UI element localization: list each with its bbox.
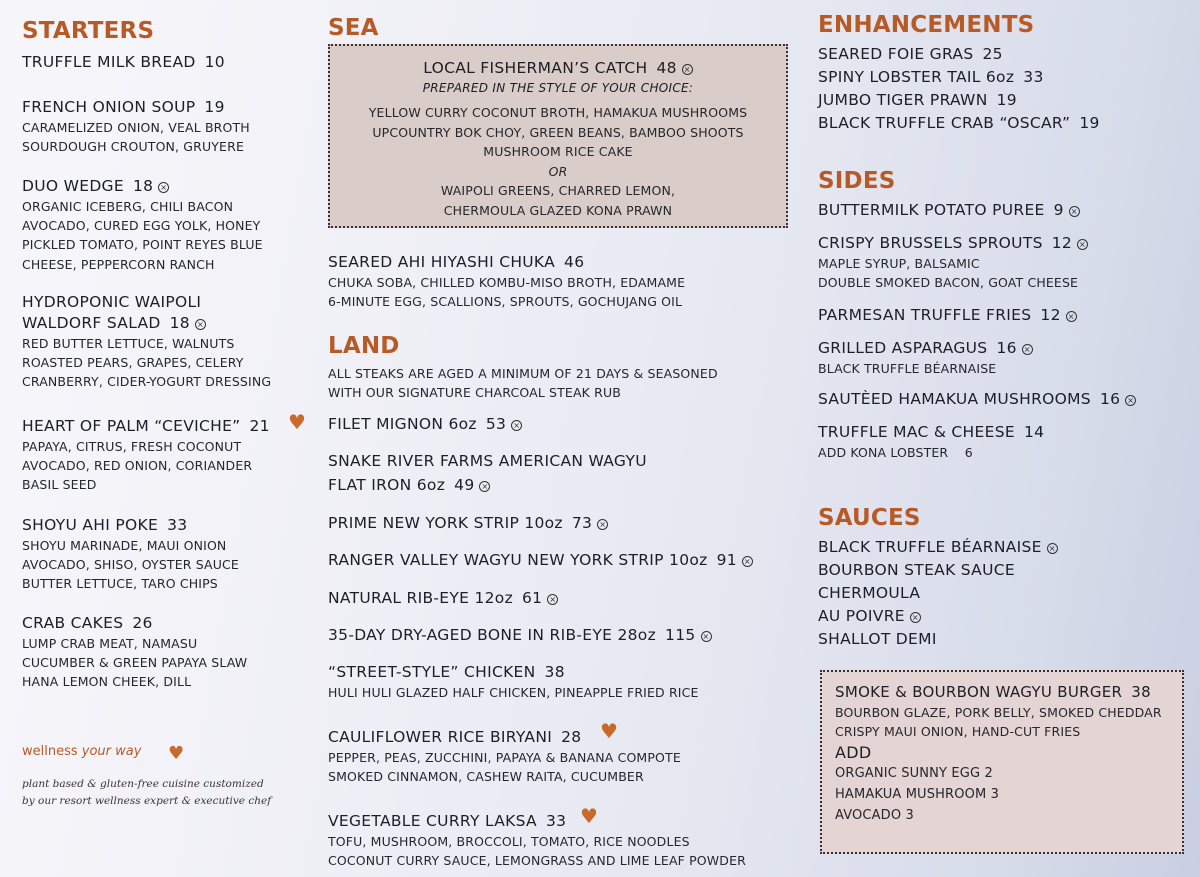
item-name-continued: WALDORF SALAD [22, 314, 161, 332]
item-price: 19 [996, 91, 1017, 109]
sauce-item [818, 583, 920, 604]
item-description-line: LUMP CRAB MEAT, NAMASU [22, 636, 198, 651]
gluten-free-icon: × [599, 520, 607, 529]
item-name: SMOKE & BOURBON WAGYU BURGER [835, 683, 1123, 701]
menu-item [328, 513, 608, 534]
item-name: DUO WEDGE [22, 177, 124, 195]
item-name: NATURAL RIB-EYE 12oz [328, 589, 514, 607]
item-description-line: BOURBON GLAZE, PORK BELLY, SMOKED CHEDDAR [835, 705, 1162, 720]
menu-item [328, 252, 685, 311]
item-description-line: SOURDOUGH CROUTON, GRUYERE [22, 139, 244, 155]
add-label: ADD [835, 743, 872, 763]
item-name: BUTTERMILK POTATO PUREE [818, 201, 1045, 219]
item-price: 12 [1040, 306, 1061, 324]
gluten-free-icon: × [911, 613, 919, 622]
item-name: SAUTÈED HAMAKUA MUSHROOMS [818, 390, 1091, 408]
item-description-line: MAPLE SYRUP, BALSAMIC [818, 256, 980, 271]
menu-item [22, 176, 263, 274]
item-description-line: SMOKED CINNAMON, CASHEW RAITA, CUCUMBER [328, 769, 644, 785]
item-name: BLACK TRUFFLE CRAB “OSCAR” [818, 114, 1071, 132]
item-price: 28 [561, 728, 582, 746]
menu-item [818, 200, 1080, 221]
item-name: SEARED FOIE GRAS [818, 45, 974, 63]
item-name: RANGER VALLEY WAGYU NEW YORK STRIP 10oz [328, 551, 708, 569]
item-price: 19 [1079, 114, 1100, 132]
heart-icon: ♥ [600, 719, 618, 743]
wellness-note-line: by our resort wellness expert & executive chef [22, 795, 272, 807]
addon-item: AVOCADO 3 [835, 808, 914, 824]
item-price: 14 [1023, 423, 1045, 441]
item-price: 91 [716, 551, 737, 569]
item-name: PRIME NEW YORK STRIP 10oz [328, 514, 563, 532]
item-price: 33 [1023, 68, 1044, 86]
enhancements-heading: ENHANCEMENTS [818, 12, 1035, 38]
gluten-free-icon: × [702, 632, 710, 641]
item-description-line: CRISPY MAUI ONION, HAND-CUT FRIES [835, 724, 1081, 740]
item-description-line: ROASTED PEARS, GRAPES, CELERY [22, 355, 244, 371]
menu-item [22, 292, 271, 392]
item-price: 26 [132, 614, 153, 632]
item-price: 12 [1051, 234, 1073, 252]
menu-item [328, 811, 746, 870]
item-name: FRENCH ONION SOUP [22, 98, 196, 116]
item-description-line: WAIPOLI GREENS, CHARRED LEMON, [440, 183, 676, 198]
item-name: SNAKE RIVER FARMS AMERICAN WAGYU [328, 452, 647, 470]
item-price: 33 [545, 812, 567, 830]
item-description-line: AVOCADO, CURED EGG YOLK, HONEY [22, 218, 261, 234]
item-price: 33 [167, 516, 188, 534]
menu-item [328, 588, 558, 609]
item-name: HEART OF PALM “CEVICHE” [22, 417, 241, 435]
item-name: JUMBO TIGER PRAWN [818, 91, 988, 109]
menu-item [818, 90, 1017, 111]
item-description-line: ORGANIC ICEBERG, CHILI BACON [22, 199, 234, 214]
item-name: “STREET-STYLE” CHICKEN [328, 663, 536, 681]
item-name: PARMESAN TRUFFLE FRIES [818, 306, 1032, 324]
item-name: SEARED AHI HIYASHI CHUKA [328, 253, 556, 271]
item-name: VEGETABLE CURRY LAKSA [328, 812, 537, 830]
item-price: 115 [665, 626, 696, 644]
menu-item [328, 550, 753, 571]
menu-item [818, 305, 1077, 326]
item-name: CAULIFLOWER RICE BIRYANI [328, 728, 553, 746]
menu-item [22, 52, 225, 73]
item-description-line: 6-MINUTE EGG, SCALLIONS, SPROUTS, GOCHUJANG OIL [328, 294, 683, 310]
addon-item: ORGANIC SUNNY EGG 2 [835, 766, 993, 782]
item-price: 9 [1053, 201, 1064, 219]
menu-item [818, 422, 1044, 462]
menu-item [818, 233, 1088, 292]
menu-item [22, 416, 270, 495]
gluten-free-icon: × [513, 421, 521, 430]
item-description-line: CHERMOULA GLAZED KONA PRAWN [443, 202, 673, 218]
item-name: 35-DAY DRY-AGED BONE IN RIB-EYE 28oz [328, 626, 657, 644]
menu-item [328, 451, 647, 496]
sides-heading: SIDES [818, 168, 896, 194]
item-description-line: HANA LEMON CHEEK, DILL [22, 674, 192, 690]
gluten-free-icon: × [683, 65, 691, 74]
item-description-line: CUCUMBER & GREEN PAPAYA SLAW [22, 655, 248, 671]
sauce-item [818, 560, 1015, 581]
sauces-heading: SAUCES [818, 505, 921, 531]
item-name: CRISPY BRUSSELS SPROUTS [818, 234, 1043, 252]
menu-item [328, 414, 522, 435]
item-name: SHOYU AHI POKE [22, 516, 159, 534]
item-description-line: CHUKA SOBA, CHILLED KOMBU-MISO BROTH, EDAMAME [328, 275, 686, 290]
item-price: 49 [454, 476, 475, 494]
item-price: 18 [132, 177, 154, 195]
gluten-free-icon: × [1048, 544, 1056, 553]
wellness-label [22, 744, 141, 759]
land-note-line: WITH OUR SIGNATURE CHARCOAL STEAK RUB [328, 385, 622, 401]
item-name: SHALLOT DEMI [818, 630, 937, 648]
item-price: 16 [1099, 390, 1121, 408]
item-description-line: BASIL SEED [22, 477, 97, 493]
menu-item [328, 662, 699, 702]
item-price: 38 [544, 663, 565, 681]
item-price: 38 [1131, 683, 1151, 701]
item-description-line: CRANBERRY, CIDER-YOGURT DRESSING [22, 374, 272, 390]
menu-item [22, 613, 247, 692]
gluten-free-icon: × [549, 595, 557, 604]
item-price: 10 [204, 53, 225, 71]
catch-subtitle: PREPARED IN THE STYLE OF YOUR CHOICE: [422, 81, 694, 95]
sea-heading: SEA [328, 15, 379, 41]
item-description-line: UPCOUNTRY BOK CHOY, GREEN BEANS, BAMBOO SHOOTS [372, 124, 744, 140]
menu-item [818, 389, 1136, 410]
menu-item [818, 67, 1044, 88]
item-description-line: COCONUT CURRY SAUCE, LEMONGRASS AND LIME LEAF POWDER [328, 853, 746, 869]
gluten-free-icon: × [481, 482, 489, 491]
item-description-line: SHOYU MARINADE, MAUI ONION [22, 538, 227, 553]
item-price: 25 [982, 45, 1003, 63]
item-name: HYDROPONIC WAIPOLI [22, 293, 202, 311]
item-name: BOURBON STEAK SAUCE [818, 561, 1015, 579]
gluten-free-icon: × [1079, 240, 1087, 249]
gluten-free-icon: × [196, 320, 204, 329]
item-description-line: CARAMELIZED ONION, VEAL BROTH [22, 120, 250, 135]
item-price: 48 [656, 59, 677, 77]
item-description-line: AVOCADO, SHISO, OYSTER SAUCE [22, 557, 239, 573]
item-description-line: RED BUTTER LETTUCE, WALNUTS [22, 336, 235, 351]
fishermans-catch-box [328, 44, 788, 228]
land-heading: LAND [328, 333, 400, 359]
item-description-line: HULI HULI GLAZED HALF CHICKEN, PINEAPPLE FRIED RICE [328, 685, 699, 700]
item-description-line: PEPPER, PEAS, ZUCCHINI, PAPAYA & BANANA COMPOTE [328, 750, 681, 765]
menu-item [328, 625, 712, 646]
item-price: 19 [204, 98, 225, 116]
wellness-note-line: plant based & gluten-free cuisine customized [22, 778, 264, 790]
land-note-line: ALL STEAKS ARE AGED A MINIMUM OF 21 DAYS & SEASONED [328, 366, 718, 381]
sauce-item [818, 537, 1058, 558]
heart-icon: ♥ [168, 743, 185, 764]
burger-box [820, 670, 1184, 854]
item-name: CHERMOULA [818, 584, 921, 602]
heart-icon: ♥ [288, 410, 306, 434]
item-name: TRUFFLE MILK BREAD [22, 53, 196, 71]
item-description-line: MUSHROOM RICE CAKE [483, 144, 633, 159]
menu-item [22, 97, 250, 156]
item-price: 18 [169, 314, 190, 332]
item-name: BLACK TRUFFLE BÉARNAISE [818, 538, 1042, 556]
item-name: TRUFFLE MAC & CHEESE [818, 423, 1015, 441]
item-name: LOCAL FISHERMAN’S CATCH [423, 59, 648, 77]
wellness-note [22, 776, 271, 810]
item-name: AU POIVRE [818, 607, 905, 625]
item-price: 61 [522, 589, 543, 607]
item-description-line: DOUBLE SMOKED BACON, GOAT CHEESE [818, 275, 1079, 291]
wellness-label-b: your way [81, 744, 142, 759]
sauce-item [818, 629, 937, 650]
menu-item [818, 44, 1003, 65]
sauce-item [818, 606, 921, 627]
item-description-line: BLACK TRUFFLE BÉARNAISE [818, 361, 997, 376]
item-name: SPINY LOBSTER TAIL 6oz [818, 68, 1015, 86]
item-name: FILET MIGNON 6oz [328, 415, 477, 433]
gluten-free-icon: × [1070, 207, 1078, 216]
item-price: 46 [564, 253, 585, 271]
item-description-line: CHEESE, PEPPERCORN RANCH [22, 256, 215, 272]
menu-item [328, 727, 681, 786]
gluten-free-icon: × [1023, 345, 1031, 354]
item-description-line: PICKLED TOMATO, POINT REYES BLUE [22, 237, 263, 253]
gluten-free-icon: × [160, 183, 168, 192]
heart-icon: ♥ [580, 804, 598, 828]
item-description-line: PAPAYA, CITRUS, FRESH COCONUT [22, 439, 242, 454]
starters-heading: STARTERS [22, 18, 155, 44]
item-description-line: TOFU, MUSHROOM, BROCCOLI, TOMATO, RICE NOODLES [328, 834, 690, 849]
item-name-continued: FLAT IRON 6oz [328, 476, 446, 494]
land-note [328, 364, 718, 402]
gluten-free-icon: × [1067, 312, 1075, 321]
item-price: 16 [996, 339, 1017, 357]
wellness-label-a: wellness [22, 744, 78, 759]
item-price: 21 [249, 417, 270, 435]
item-price: 53 [485, 415, 507, 433]
gluten-free-icon: × [743, 557, 751, 566]
item-description-line: ADD KONA LOBSTER 6 [818, 445, 973, 460]
item-name: GRILLED ASPARAGUS [818, 339, 988, 357]
item-description-line: AVOCADO, RED ONION, CORIANDER [22, 458, 253, 474]
addon-item: HAMAKUA MUSHROOM 3 [835, 787, 1000, 803]
gluten-free-icon: × [1127, 396, 1135, 405]
item-name: CRAB CAKES [22, 614, 124, 632]
menu-item [22, 515, 239, 594]
catch-or: OR [548, 163, 568, 179]
item-description-line: BUTTER LETTUCE, TARO CHIPS [22, 576, 218, 592]
item-description-line: YELLOW CURRY COCONUT BROTH, HAMAKUA MUSHROOMS [368, 105, 748, 120]
item-price: 73 [571, 514, 593, 532]
menu-item [818, 338, 1033, 378]
menu-item [818, 113, 1100, 134]
